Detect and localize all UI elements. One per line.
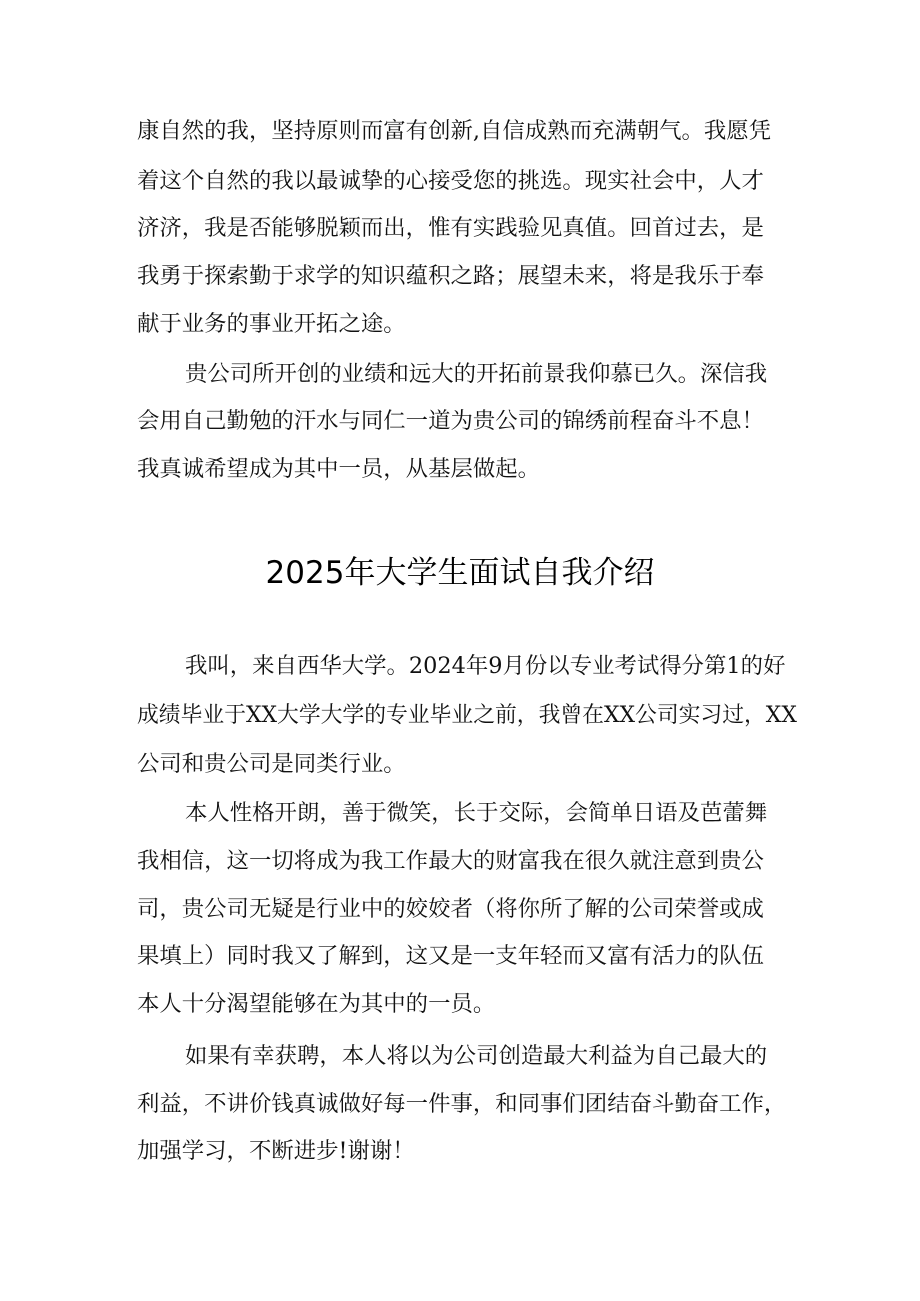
text-line: 如果有幸获聘，本人将以为公司创造最大利益为自己最大的 — [185, 1043, 768, 1069]
text-line: 司，贵公司无疑是行业中的姣姣者（将你所了解的公司荣誉或成 — [137, 896, 764, 922]
text-line: 利益，不讲价钱真诚做好每一件事，和同事们团结奋斗勤奋工作， — [137, 1091, 787, 1117]
text-line: 公司和贵公司是同类行业。 — [137, 751, 406, 777]
text-line: 贵公司所开创的业绩和远大的开拓前景我仰慕已久。深信我 — [185, 361, 768, 387]
text-line: 济济，我是否能够脱颖而出，惟有实践验见真值。回首过去，是 — [137, 215, 764, 241]
section-title: 2025年大学生面试自我介绍 — [265, 555, 655, 591]
text-line: 献于业务的事业开拓之途。 — [137, 311, 406, 337]
text-line: 本人十分渴望能够在为其中的一员。 — [137, 991, 496, 1017]
text-line: 本人性格开朗，善于微笑，长于交际，会简单日语及芭蕾舞 — [185, 800, 768, 826]
text-line: 我相信，这一切将成为我工作最大的财富我在很久就注意到贵公 — [137, 848, 764, 874]
text-line: 我勇于探索勤于求学的知识蕴积之路；展望未来，将是我乐于奉 — [137, 263, 764, 289]
text-line: 着这个自然的我以最诚挚的心接受您的挑选。现实社会中，人才 — [137, 168, 764, 194]
text-line: 成绩毕业于XX大学大学的专业毕业之前，我曾在XX公司实习过，XX — [137, 702, 797, 728]
text-line: 我叫，来自西华大学。2024年9月份以专业考试得分第1的好 — [185, 653, 786, 679]
text-line: 我真诚希望成为其中一员，从基层做起。 — [137, 456, 541, 482]
text-line: 会用自己勤勉的汗水与同仁一道为贵公司的锦绣前程奋斗不息！ — [137, 408, 764, 434]
text-line: 果填上）同时我又了解到，这又是一支年轻而又富有活力的队伍 — [137, 943, 764, 969]
text-line: 康自然的我，坚持原则而富有创新,自信成熟而充满朝气。我愿凭 — [137, 118, 772, 144]
text-line: 加强学习，不断进步!谢谢！ — [137, 1138, 415, 1164]
